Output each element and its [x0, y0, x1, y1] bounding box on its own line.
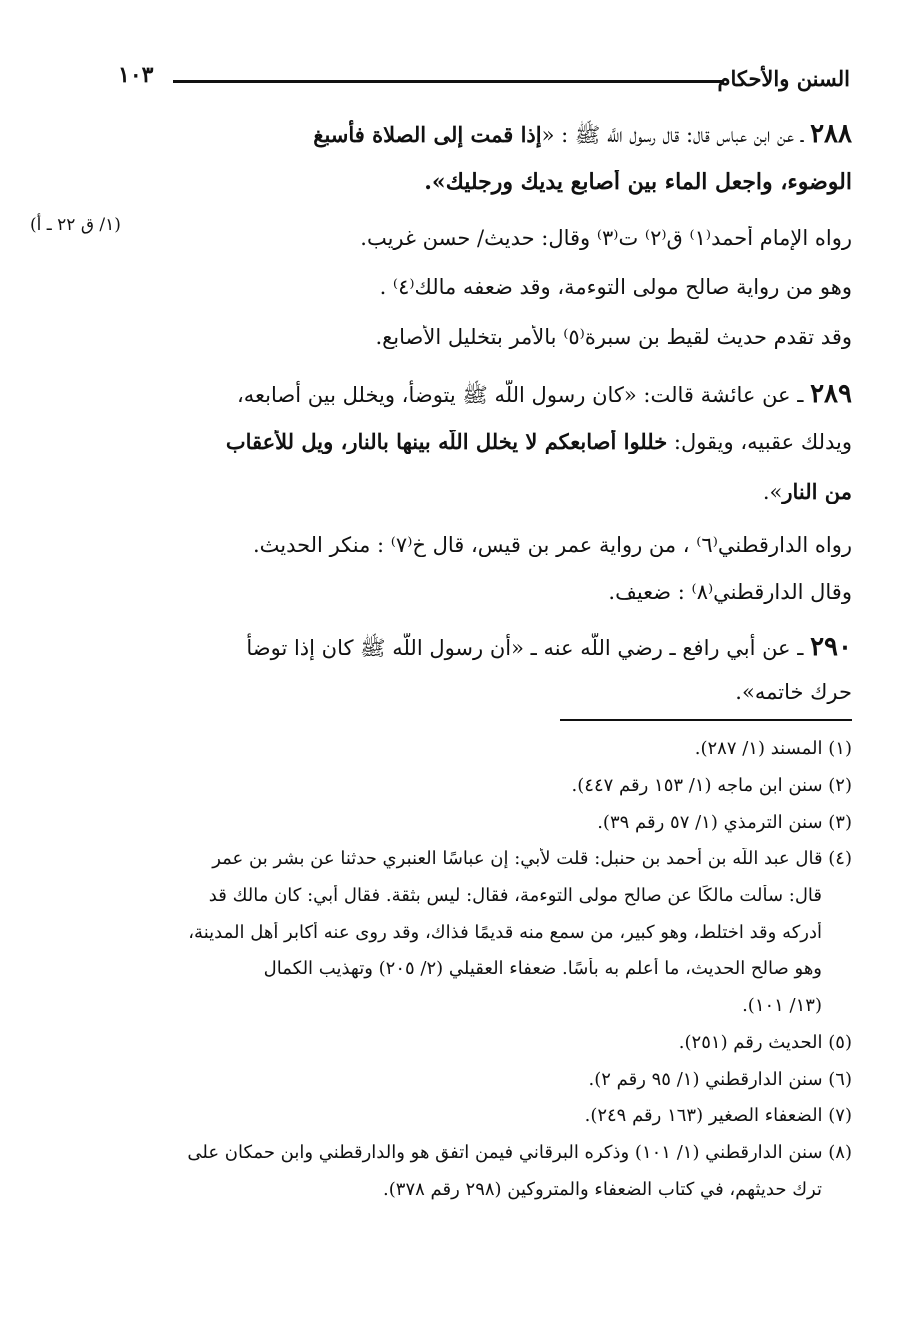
running-header [118, 60, 850, 96]
hadith-290-line-2: حرك خاتمه». [735, 680, 852, 704]
hadith-288-line-1 [60, 120, 852, 150]
footnote-4: (٤) قال عبد اللَّه بن أحمد بن حنبل: قلت لأبي: إن عباسًا العنبري حدثنا عن بشر بن عمر [212, 848, 852, 869]
footnote-7: (٧) الضعفاء الصغير (١٦٣ رقم ٢٤٩). [584, 1105, 852, 1126]
footnote-4-cont: أدركه وقد اختلط، وهو كبير، من سمع منه قديمًا فذاك، وقد روى عنه أكابر أهل المدينة، [188, 922, 822, 943]
hadith-number: ٢٨٩ [810, 380, 852, 409]
footnote-separator [560, 719, 852, 721]
hadith-289-line-2 [60, 430, 852, 454]
hadith-text: ـ عن عائشة قالت: «كان رسول اللَّه ﷺ يتوضأ، ويخلل بين أصابعه، [237, 383, 811, 407]
hadith-matn: الوضوء، واجعل الماء بين أصابع يديك ورجليك [445, 170, 852, 195]
hadith-289-line-3 [60, 480, 852, 504]
hadith-289-line-4: رواه الدارقطني⁽٦⁾ ، من رواية عمر بن قيس، قال خ⁽٧⁾ : منكر الحديث. [252, 533, 852, 557]
hadith-288-line-3: رواه الإمام أحمد⁽١⁾ ق⁽٢⁾ ت⁽٣⁾ وقال: حديث/ حسن غريب. [360, 226, 852, 250]
footnote-8: (٨) سنن الدارقطني (١/ ١٠١) وذكره البرقاني فيمن اتفق هو والدارقطني وابن حمكان على [187, 1142, 852, 1163]
hadith-text: ـ عن أبي رافع ـ رضي اللَّه عنه ـ «أن رسول اللَّه ﷺ كان إذا توضأ [246, 636, 811, 660]
footnote-3: (٣) سنن الترمذي (١/ ٥٧ رقم ٣٩). [597, 812, 852, 833]
hadith-number: ٢٨٨ [810, 120, 852, 149]
hadith-289-line-1 [60, 380, 852, 410]
hadith-288-line-2 [60, 170, 852, 195]
hadith-matn: خللوا أصابعكم لا يخلل اللَّه بينها بالنار، ويل للأعقاب [225, 430, 668, 454]
running-title: السنن والأحكام [717, 66, 850, 91]
quote-close: ». [424, 170, 446, 195]
quote-close: ». [762, 480, 783, 504]
hadith-matn: من النار [782, 480, 852, 504]
hadith-intro: ـ عن ابن عباس قال: قال رسول اللَّه ﷺ : « [541, 123, 811, 147]
footnote-4-cont: (١٣/ ١٠١). [742, 995, 822, 1016]
hadith-288-line-5: وقد تقدم حديث لقيط بن سبرة⁽٥⁾ بالأمر بتخليل الأصابع. [375, 325, 852, 349]
footnote-6: (٦) سنن الدارقطني (١/ ٩٥ رقم ٢). [588, 1069, 852, 1090]
hadith-289-line-5: وقال الدارقطني⁽٨⁾ : ضعيف. [608, 580, 852, 604]
hadith-288-line-4: وهو من رواية صالح مولى التوءمة، وقد ضعفه مالك⁽٤⁾ . [379, 275, 852, 299]
hadith-intro: ويدلك عقبيه، ويقول: [667, 430, 852, 454]
footnote-4-cont: قال: سألت مالكًا عن صالح مولى التوءمة، فقال: ليس بثقة. فقال أبي: كان مالك قد [208, 885, 822, 906]
hadith-matn: إذا قمت إلى الصلاة فأسبغ [313, 122, 542, 147]
footnote-8-cont: ترك حديثهم، في كتاب الضعفاء والمتروكين (٢٩٨ رقم ٣٧٨). [383, 1179, 822, 1200]
footnote-4-cont: وهو صالح الحديث، ما أعلم به بأسًا. ضعفاء العقيلي (٢/ ٢٠٥) وتهذيب الكمال [263, 958, 822, 979]
footnote-1: (١) المسند (١/ ٢٨٧). [694, 738, 852, 759]
marginal-manuscript-ref: (١/ ق ٢٢ ـ أ) [30, 215, 121, 235]
hadith-290-line-1 [60, 633, 852, 663]
hadith-number: ٢٩٠ [810, 633, 852, 662]
footnote-5: (٥) الحديث رقم (٢٥١). [678, 1032, 852, 1053]
header-rule [173, 80, 722, 83]
footnote-2: (٢) سنن ابن ماجه (١/ ١٥٣ رقم ٤٤٧). [571, 775, 852, 796]
page-number: ١٠٣ [118, 62, 154, 88]
